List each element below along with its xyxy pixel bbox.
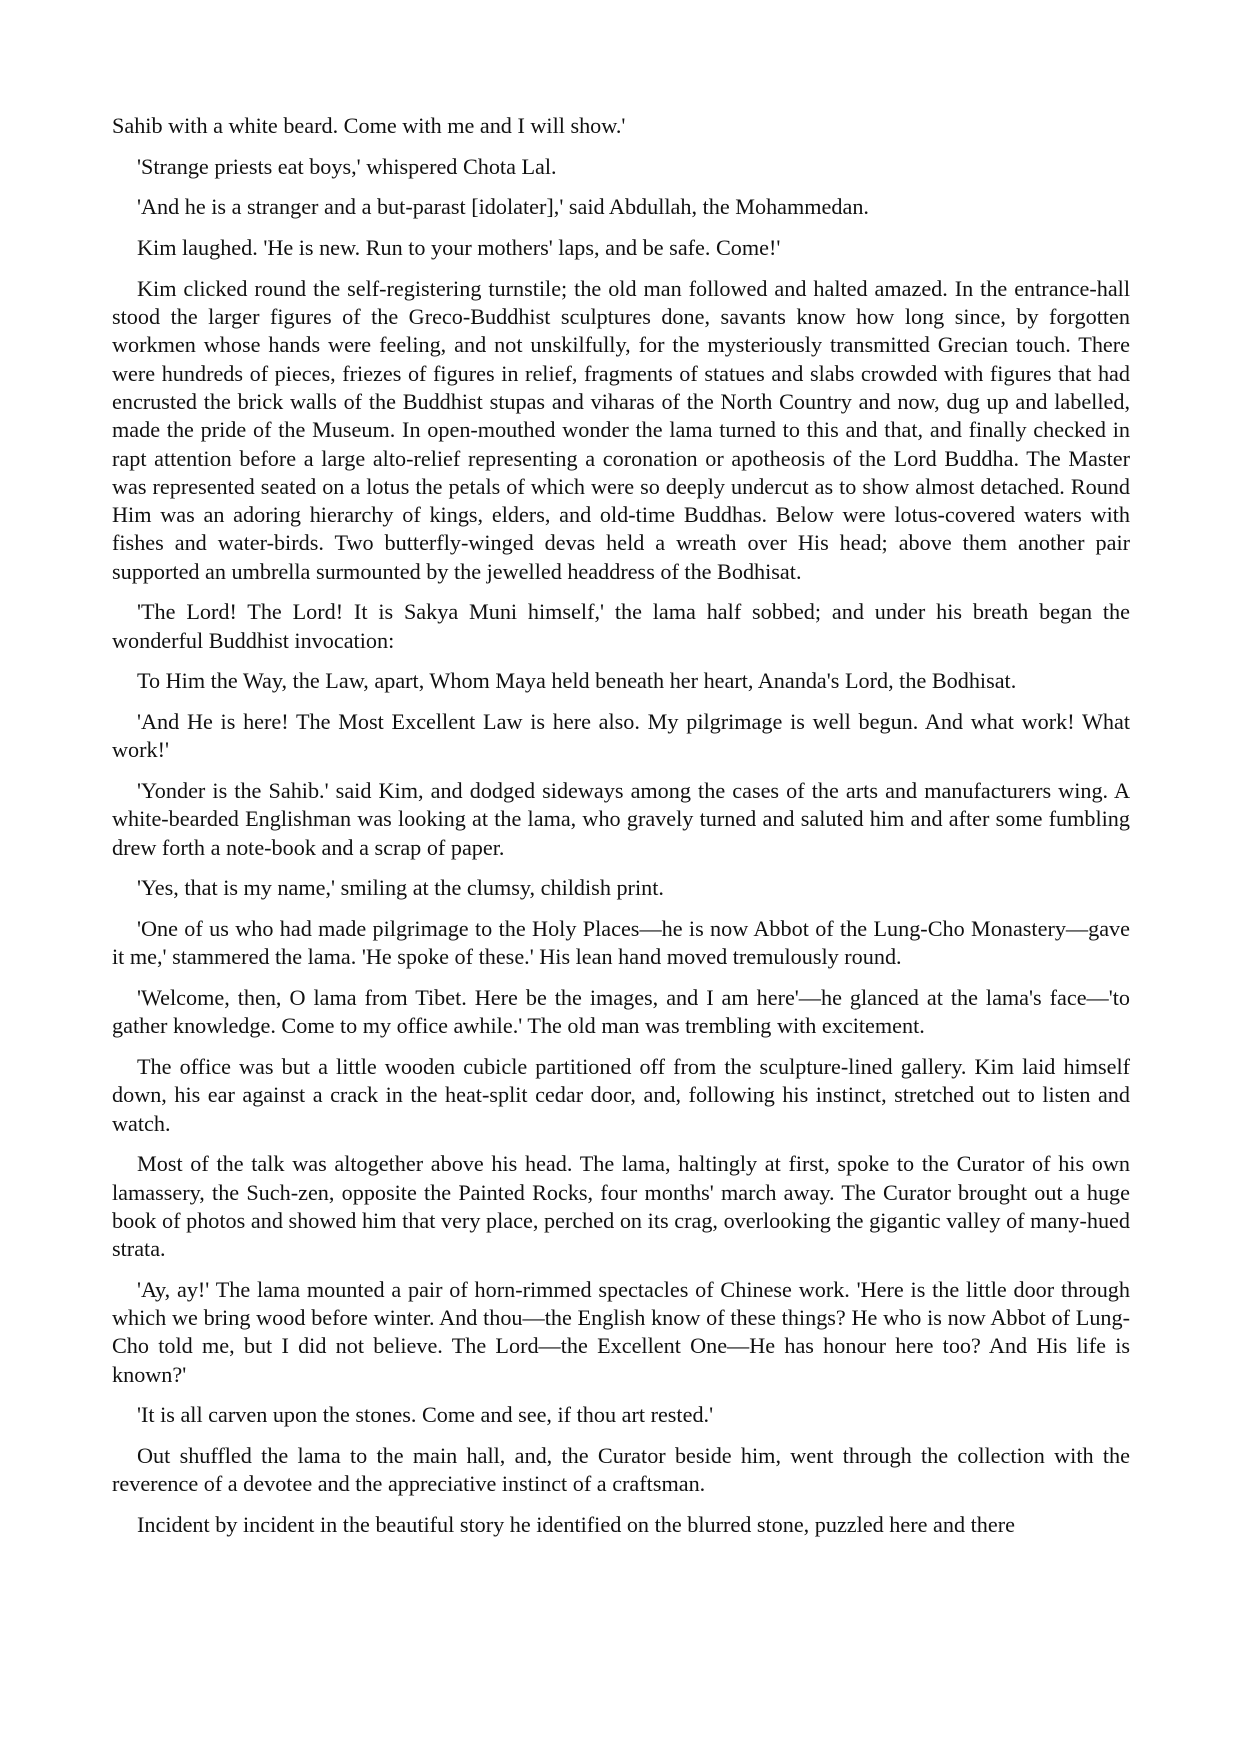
- paragraph: The office was but a little wooden cubicle partitioned off from the sculpture-lined gallery. Kim laid himself down, his ear against a crack in the heat-split cedar door, and, following his instinct, stretched out to listen and watch.: [112, 1054, 1130, 1136]
- paragraph: Kim laughed. 'He is new. Run to your mothers' laps, and be safe. Come!': [137, 235, 781, 261]
- paragraph: 'One of us who had made pilgrimage to the Holy Places—he is now Abbot of the Lung-Cho Monastery—gave it me,' stammered the lama. 'He spoke of these.' His lean hand moved tremulously round.: [112, 916, 1130, 970]
- paragraph: Most of the talk was altogether above his head. The lama, haltingly at first, spoke to the Curator of his own lamassery, the Such-zen, opposite the Painted Rocks, four months' march away. The Curator brought out a huge book of photos and showed him that very place, perched on its crag, overlooking the gigantic valley of many-hued strata.: [112, 1151, 1130, 1262]
- paragraph: 'The Lord! The Lord! It is Sakya Muni himself,' the lama half sobbed; and under his breath began the wonderful Buddhist invocation:: [112, 599, 1130, 653]
- paragraph: 'Ay, ay!' The lama mounted a pair of horn-rimmed spectacles of Chinese work. 'Here is the little door through which we bring wood before winter. And thou—the English know of these things? He who is now Abbot of Lung-Cho told me, but I did not believe. The Lord—the Excellent One—He has honour here too? And His life is known?': [112, 1276, 1130, 1387]
- paragraph: 'Welcome, then, O lama from Tibet. Here be the images, and I am here'—he glanced at the lama's face—'to gather knowledge. Come to my office awhile.' The old man was trembling with excitement.: [112, 985, 1130, 1039]
- paragraph: 'Yonder is the Sahib.' said Kim, and dodged sideways among the cases of the arts and manufacturers wing. A white-bearded Englishman was looking at the lama, who gravely turned and saluted him and after some fumbling drew forth a note-book and a scrap of paper.: [112, 778, 1130, 860]
- document-page: [112, 112, 1130, 1552]
- paragraph: Kim clicked round the self-registering turnstile; the old man followed and halted amazed. In the entrance-hall stood the larger figures of the Greco-Buddhist sculptures done, savants know how long since, by forgotten workmen whose hands were feeling, and not unskilfully, for the mysteriously transmitted Grecian touch. There were hundreds of pieces, friezes of figures in relief, fragments of statues and slabs crowded with figures that had encrusted the brick walls of the Buddhist stupas and viharas of the North Country and now, dug up and labelled, made the pride of the Museum. In open-mouthed wonder the lama turned to this and that, and finally checked in rapt attention before a large alto-relief representing a coronation or apotheosis of the Lord Buddha. The Master was represented seated on a lotus the petals of which were so deeply undercut as to show almost detached. Round Him was an adoring hierarchy of kings, elders, and old-time Buddhas. Below were lotus-covered waters with fishes and water-birds. Two butterfly-winged devas held a wreath over His head; above them another pair supported an umbrella surmounted by the jewelled headdress of the Bodhisat.: [112, 275, 1130, 584]
- paragraph: 'It is all carven upon the stones. Come and see, if thou art rested.': [137, 1402, 714, 1428]
- paragraph: Sahib with a white beard. Come with me and I will show.': [112, 113, 626, 138]
- paragraph: 'Yes, that is my name,' smiling at the clumsy, childish print.: [137, 875, 664, 901]
- paragraph-continued: Incident by incident in the beautiful story he identified on the blurred stone, puzzled here and there: [137, 1512, 1015, 1538]
- paragraph: 'Strange priests eat boys,' whispered Chota Lal.: [137, 153, 557, 179]
- paragraph: 'And he is a stranger and a but-parast [idolater],' said Abdullah, the Mohammedan.: [137, 194, 869, 220]
- paragraph: Out shuffled the lama to the main hall, and, the Curator beside him, went through the collection with the reverence of a devotee and the appreciative instinct of a craftsman.: [112, 1443, 1130, 1497]
- paragraph: 'And He is here! The Most Excellent Law is here also. My pilgrimage is well begun. And what work! What work!': [112, 709, 1130, 763]
- invocation-verse: To Him the Way, the Law, apart, Whom Maya held beneath her heart, Ananda's Lord, the Bodhisat.: [137, 668, 1017, 694]
